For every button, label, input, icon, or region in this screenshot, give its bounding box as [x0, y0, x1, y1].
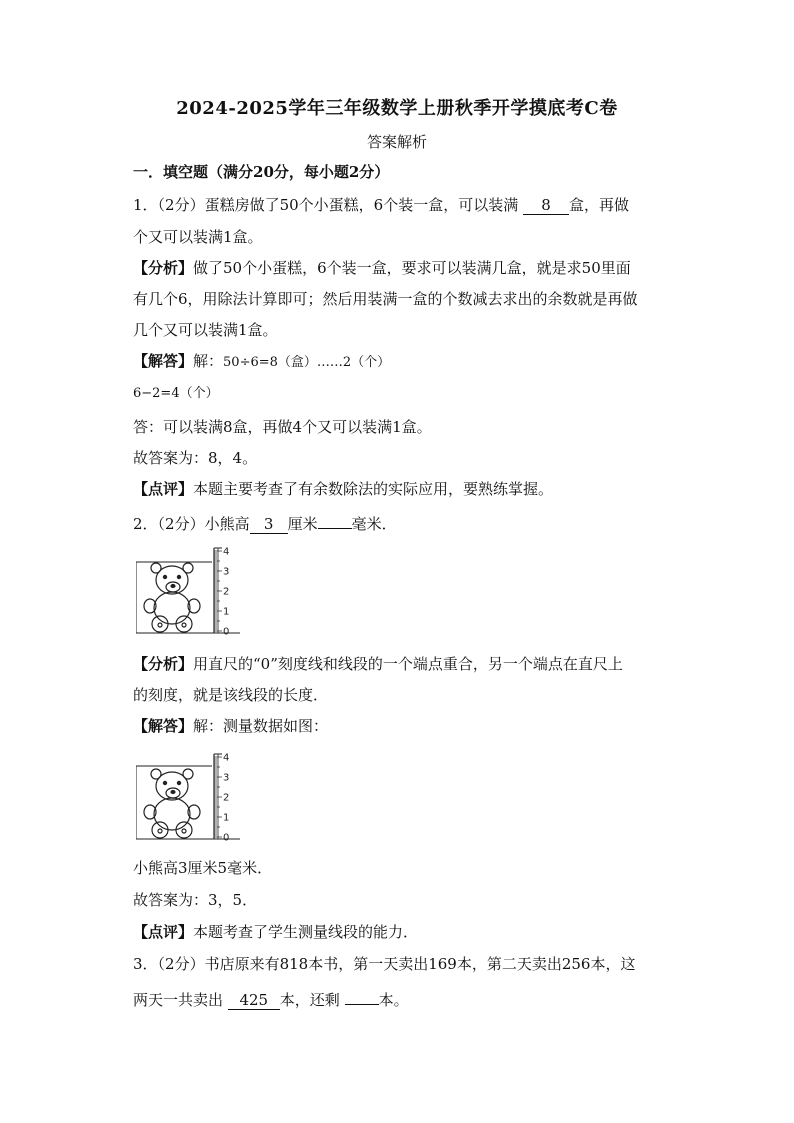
q1-stem-b: 盒，再做	[569, 196, 630, 214]
ruler-tick-label: 0	[223, 832, 230, 842]
bear-icon	[144, 769, 200, 838]
q1-stem-a: 1．（2分）蛋糕房做了50个小蛋糕，6个装一盒，可以装满	[133, 196, 519, 214]
q2-comment-label: 【点评】	[133, 923, 194, 941]
q2-answer-line	[133, 716, 328, 736]
q1-calc-2: 6−2=4（个）	[133, 386, 219, 401]
ruler-tick-label: 3	[223, 772, 230, 784]
ruler-tick-label: 2	[223, 792, 230, 804]
q1-stem-line1	[133, 195, 629, 215]
q1-analysis-text-3: 几个又可以装满1盒。	[133, 321, 278, 339]
q2-result: 小熊高3厘米5毫米．	[133, 859, 273, 877]
q3-stem-b: 两天一共卖出	[133, 991, 224, 1009]
q2-bear-ruler-figure	[136, 542, 242, 636]
q2-answer-label: 【解答】	[133, 717, 194, 735]
q3-stem-c: 本，还剩	[279, 991, 340, 1009]
q1-final-answer: 故答案为：8，4。	[133, 449, 258, 467]
q1-reply: 答：可以装满8盒，再做4个又可以装满1盒。	[133, 418, 432, 436]
q2-bear-ruler-figure-answer	[136, 748, 242, 842]
q3-blank-1: 425	[228, 991, 280, 1010]
q1-analysis-text-2: 有几个6，用除法计算即可；然后用装满一盒的个数减去求出的余数就是再做	[133, 290, 638, 308]
q3-stem-d: 本。	[378, 991, 409, 1009]
q3-stem-line2	[133, 986, 409, 1010]
q2-comment-line	[133, 922, 418, 942]
q2-stem-c: 毫米．	[351, 515, 397, 533]
ruler	[214, 547, 229, 637]
ruler-labels	[223, 753, 229, 843]
q3-blank-2	[345, 986, 379, 1005]
q1-comment-line	[133, 479, 553, 499]
q2-stem-b: 厘米	[287, 515, 318, 533]
q1-blank-1: 8	[523, 196, 569, 215]
bear-ruler-illustration-answer	[136, 748, 242, 842]
ruler-tick-label: 0	[223, 626, 230, 636]
ruler-labels	[223, 547, 229, 637]
q2-stem-line	[133, 510, 397, 534]
q1-analysis-label: 【分析】	[133, 259, 194, 277]
bear-ruler-illustration	[136, 542, 242, 636]
q2-answer-text: 解：测量数据如图：	[193, 717, 329, 735]
q1-stem-c: 个又可以装满1盒。	[133, 228, 263, 246]
q1-comment-label: 【点评】	[133, 480, 194, 498]
q2-comment-text: 本题考查了学生测量线段的能力．	[193, 923, 419, 941]
q1-comment-text: 本题主要考查了有余数除法的实际应用，要熟练掌握。	[193, 480, 554, 498]
page-subtitle: 答案解析	[366, 133, 427, 151]
q1-answer-prefix: 解：	[193, 352, 224, 370]
q1-answer-label: 【解答】	[133, 352, 194, 370]
q1-calc-1: 50÷6=8（盒）……2（个）	[223, 355, 391, 370]
q2-analysis-label: 【分析】	[133, 655, 194, 673]
ruler-tick-label: 1	[223, 606, 230, 618]
ruler-tick-label: 3	[223, 566, 230, 578]
bear-icon	[144, 563, 200, 632]
q2-stem-a: 2．（2分）小熊高	[133, 515, 250, 533]
ruler-tick-label: 2	[223, 586, 230, 598]
q1-analysis-text-1: 做了50个小蛋糕，6个装一盒，要求可以装满几盒，就是求50里面	[193, 259, 631, 277]
q2-blank-2	[318, 510, 352, 529]
page-title: 2024-2025学年三年级数学上册秋季开学摸底考C卷	[176, 98, 618, 119]
q2-blank-1: 3	[250, 515, 288, 534]
q1-analysis-line1	[133, 258, 631, 278]
ruler-tick-label: 1	[223, 812, 230, 824]
q2-final-answer: 故答案为：3，5．	[133, 891, 258, 909]
q1-answer-line	[133, 351, 390, 373]
q2-analysis-line1	[133, 654, 623, 674]
ruler	[214, 753, 229, 843]
ruler-tick-label: 4	[223, 546, 230, 558]
q3-stem-a: 3．（2分）书店原来有818本书，第一天卖出169本，第二天卖出256本，这	[133, 955, 636, 973]
section-heading: 一．填空题（满分20分，每小题2分）	[133, 163, 390, 181]
q2-analysis-text-1: 用直尺的“0”刻度线和线段的一个端点重合，另一个端点在直尺上	[193, 655, 623, 673]
ruler-tick-label: 4	[223, 752, 230, 764]
q2-analysis-text-2: 的刻度，就是该线段的长度．	[133, 686, 329, 704]
